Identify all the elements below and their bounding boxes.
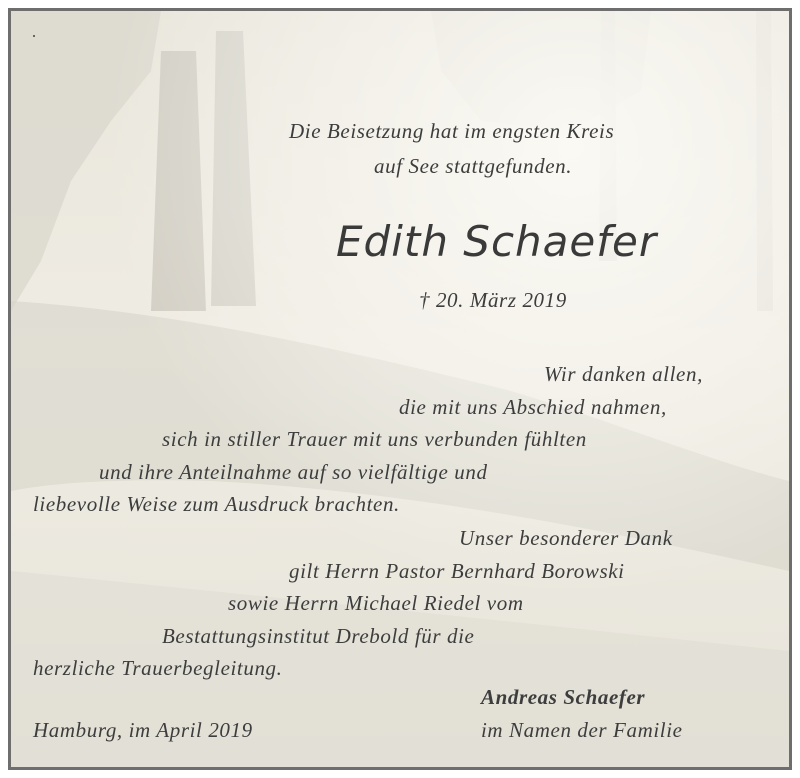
thanks-line-3: sich in stiller Trauer mit uns verbunden fühlten (162, 427, 587, 451)
thanks-line-5: liebevolle Weise zum Ausdruck brachten. (33, 492, 400, 516)
signature-name: Andreas Schaefer (481, 685, 646, 709)
intro-line-2: auf See stattgefunden. (374, 154, 573, 178)
on-behalf-of-family: im Namen der Familie (481, 718, 683, 742)
place-and-date: Hamburg, im April 2019 (33, 718, 253, 742)
death-date: † 20. März 2019 (419, 288, 567, 312)
thanks-line-1: Wir danken allen, (544, 362, 703, 386)
speck (33, 35, 35, 37)
thanks-line-4: und ihre Anteilnahme auf so vielfältige und (99, 460, 488, 484)
special-thanks-line-5: herzliche Trauerbegleitung. (33, 656, 283, 680)
intro-line-1: Die Beisetzung hat im engsten Kreis (289, 119, 615, 143)
special-thanks-line-3: sowie Herrn Michael Riedel vom (228, 591, 524, 615)
special-thanks-line-4: Bestattungsinstitut Drebold für die (162, 624, 475, 648)
special-thanks-line-1: Unser besonderer Dank (459, 526, 673, 550)
thanks-line-2: die mit uns Abschied nahmen, (399, 395, 667, 419)
special-thanks-line-2: gilt Herrn Pastor Bernhard Borowski (289, 559, 625, 583)
deceased-name: Edith Schaefer (336, 217, 658, 266)
obituary-card (8, 8, 792, 770)
